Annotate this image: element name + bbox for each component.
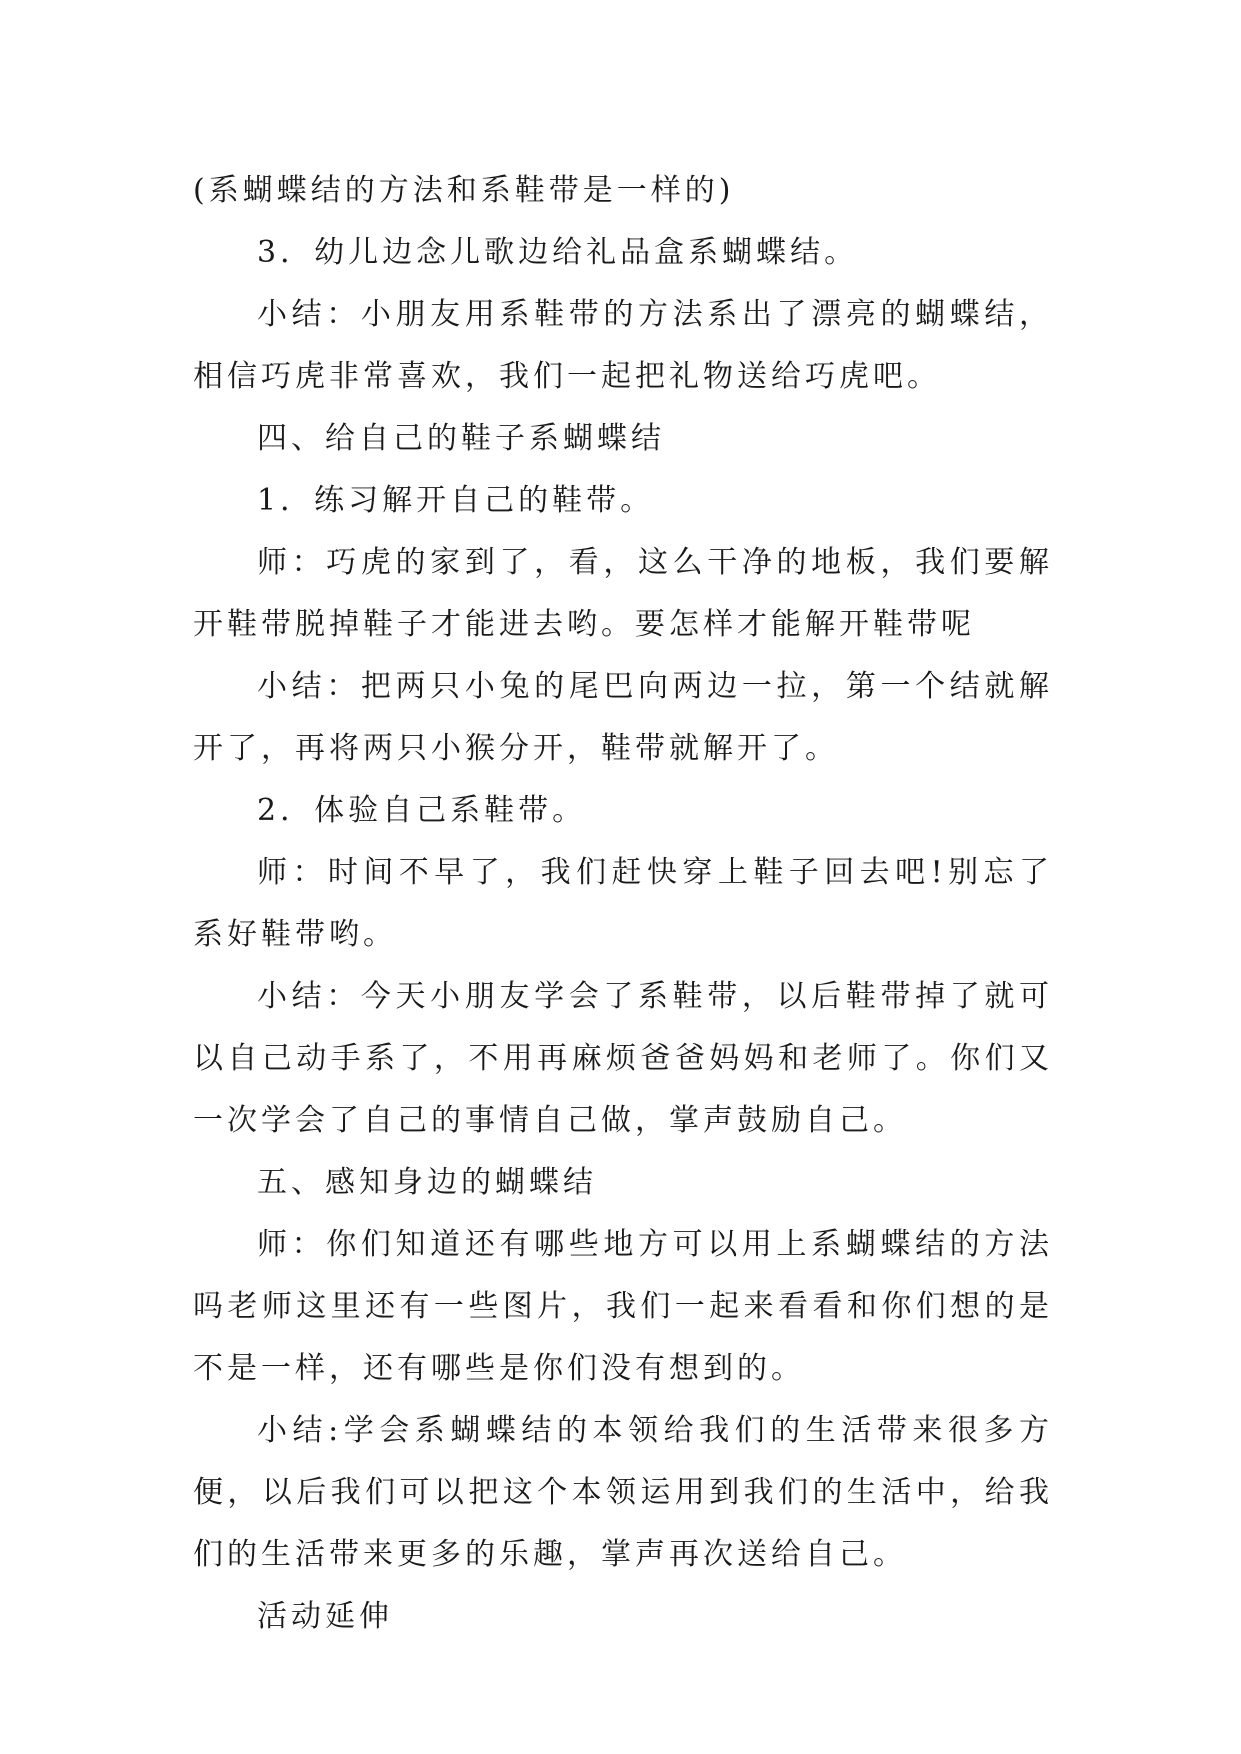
paragraph-summary-3: 小结：今天小朋友学会了系鞋带，以后鞋带掉了就可以自己动手系了，不用再麻烦爸爸妈妈和老师了。你们又一次学会了自己的事情自己做，掌声鼓励自己。 [193, 979, 1053, 1138]
section-heading-extension: 活动延伸 [257, 1599, 393, 1634]
paragraph-step-2: 2．体验自己系鞋带。 [257, 793, 587, 828]
paragraph-step-1: 1．练习解开自己的鞋带。 [257, 483, 655, 518]
paragraph-step-3: 3．幼儿边念儿歌边给礼品盒系蝴蝶结。 [257, 235, 859, 270]
paragraph-teacher-3: 师：你们知道还有哪些地方可以用上系蝴蝶结的方法吗老师这里还有一些图片，我们一起来看看和你们想的是不是一样，还有哪些是你们没有想到的。 [193, 1227, 1053, 1386]
section-heading-5: 五、感知身边的蝴蝶结 [257, 1165, 597, 1200]
paragraph-note: (系蝴蝶结的方法和系鞋带是一样的) [193, 173, 735, 208]
document-page [193, 160, 1053, 1648]
paragraph-summary-4: 小结:学会系蝴蝶结的本领给我们的生活带来很多方便，以后我们可以把这个本领运用到我们的生活中，给我们的生活带来更多的乐趣，掌声再次送给自己。 [193, 1413, 1053, 1572]
paragraph-teacher-2: 师：时间不早了，我们赶快穿上鞋子回去吧!别忘了系好鞋带哟。 [193, 855, 1053, 952]
paragraph-summary-1: 小结：小朋友用系鞋带的方法系出了漂亮的蝴蝶结，相信巧虎非常喜欢，我们一起把礼物送给巧虎吧。 [193, 297, 1053, 394]
paragraph-teacher-1: 师：巧虎的家到了，看，这么干净的地板，我们要解开鞋带脱掉鞋子才能进去哟。要怎样才能解开鞋带呢 [193, 545, 1053, 642]
paragraph-summary-2: 小结：把两只小兔的尾巴向两边一拉，第一个结就解开了，再将两只小猴分开，鞋带就解开了。 [193, 669, 1053, 766]
section-heading-4: 四、给自己的鞋子系蝴蝶结 [257, 421, 665, 456]
